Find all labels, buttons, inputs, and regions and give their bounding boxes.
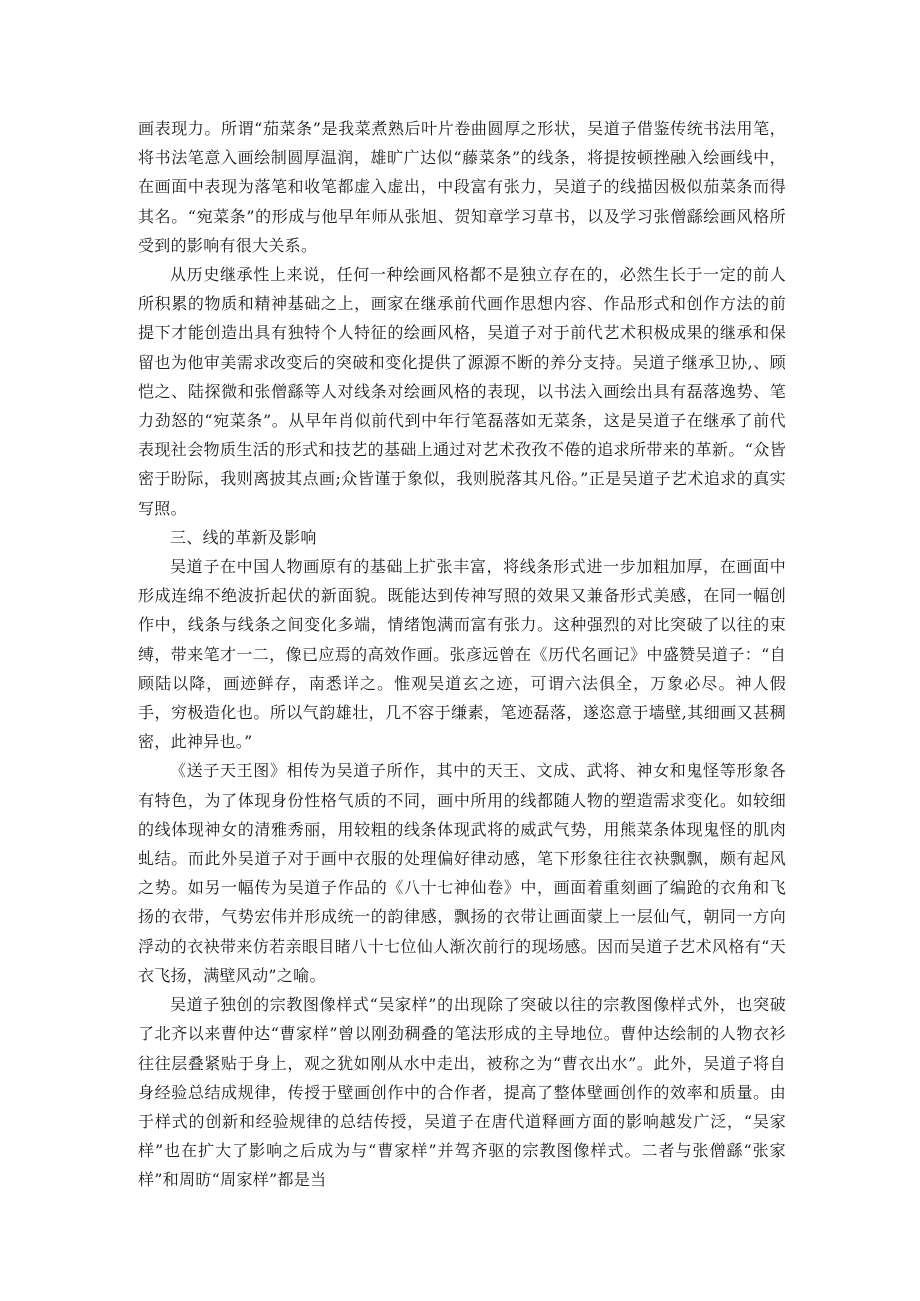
paragraph-line-expansion: 吴道子在中国人物画原有的基础上扩张丰富，将线条形式进一步加粗加厚，在画面中形成连绵不绝波折起伏的新面貌。既能达到传神写照的效果又兼备形式美感，在同一幅创作中，线条与线条之间变化多端，情绪饱满而富有张力。这种强烈的对比突破了以往的束缚，带来笔才一二，像已应焉的高效作画。张彦远曾在《历代名画记》中盛赞吴道子：“自顾陆以降，画迹鲜存，南悉详之。惟观吴道玄之迹，可谓六法俱全，万象必尽。神人假手，穷极造化也。所以气韵雄壮，几不容于缣素，笔迹磊落，遂恣意于墙壁,其细画又甚稠密，此神异也。” [138,557,786,752]
paragraph-historical-inheritance: 从历史继承性上来说，任何一种绘画风格都不是独立存在的，必然生长于一定的前人所积累的物质和精神基础之上，画家在继承前代画作思想内容、作品形式和创作方法的前提下才能创造出具有独特个人特征的绘画风格，吴道子对于前代艺术积极成果的继承和保留也为他审美需求改变后的突破和变化提供了源源不断的养分支持。吴道子继承卫协,、顾恺之、陆探微和张僧繇等人对线条对绘画风格的表现，以书法入画绘出具有磊落逸势、笔力劲怒的“宛菜条”。从早年肖似前代到中年行笔磊落如无菜条，这是吴道子在继承了前代表现社会物质生活的形式和技艺的基础上通过对艺术孜孜不倦的追求所带来的革新。“众皆密于盼际，我则离披其点画;众皆谨于象似，我则脱落其凡俗。”正是吴道子艺术追求的真实写照。 [138,265,786,518]
paragraph-songzi-tianwang: 《送子天王图》相传为吴道子所作，其中的天王、文成、武将、神女和鬼怪等形象各有特色，为了体现身份性格气质的不同，画中所用的线都随人物的塑造需求变化。如较细的线体现神女的清雅秀丽，用较粗的线条体现武将的威武气势，用熊菜条体现鬼怪的肌肉虬结。而此外吴道子对于画中衣服的处理偏好律动感，笔下形象往往衣袂飘飘，颇有起风之势。如另一幅传为吴道子作品的《八十七神仙卷》中，画面着重刻画了编跄的衣角和飞扬的衣带，气势宏伟并形成统一的韵律感，飘扬的衣带让画面蒙上一层仙气，朝同一方向浮动的衣袂带来仿若亲眼目睹八十七位仙人渐次前行的现场感。因而吴道子艺术风格有“天衣飞扬，满壁风动”之喻。 [138,761,786,985]
document-page [138,114,786,1195]
section-heading-line-innovation: 三、线的革新及影响 [170,527,317,547]
paragraph-line-style: 画表现力。所谓“茄菜条”是我菜煮熟后叶片卷曲圆厚之形状，吴道子借鉴传统书法用笔，将书法笔意入画绘制圆厚温润，雄旷广达似“藤菜条”的线条，将提按顿挫融入绘画线中，在画面中表现为落笔和收笔都虚入虚出，中段富有张力，吴道子的线描因极似茄菜条而得其名。“宛菜条”的形成与他早年师从张旭、贺知章学习草书，以及学习张僧繇绘画风格所受到的影响有很大关系。 [138,119,786,255]
paragraph-wu-style: 吴道子独创的宗教图像样式“吴家样”的出现除了突破以往的宗教图像样式外，也突破了北齐以来曹仲达“曹家样”曾以刚劲稠叠的笔法形成的主导地位。曹仲达绘制的人物衣衫往往层叠紧贴于身上，观之犹如刚从水中走出，被称之为“曹衣出水”。此外，吴道子将自身经验总结成规律，传授于壁画创作中的合作者，提高了整体壁画创作的效率和质量。由于样式的创新和经验规律的总结传授，吴道子在唐代道释画方面的影响越发广泛，“吴家样”也在扩大了影响之后成为与“曹家样”并驾齐驱的宗教图像样式。二者与张僧繇“张家样”和周昉“周家样”都是当 [138,995,786,1190]
